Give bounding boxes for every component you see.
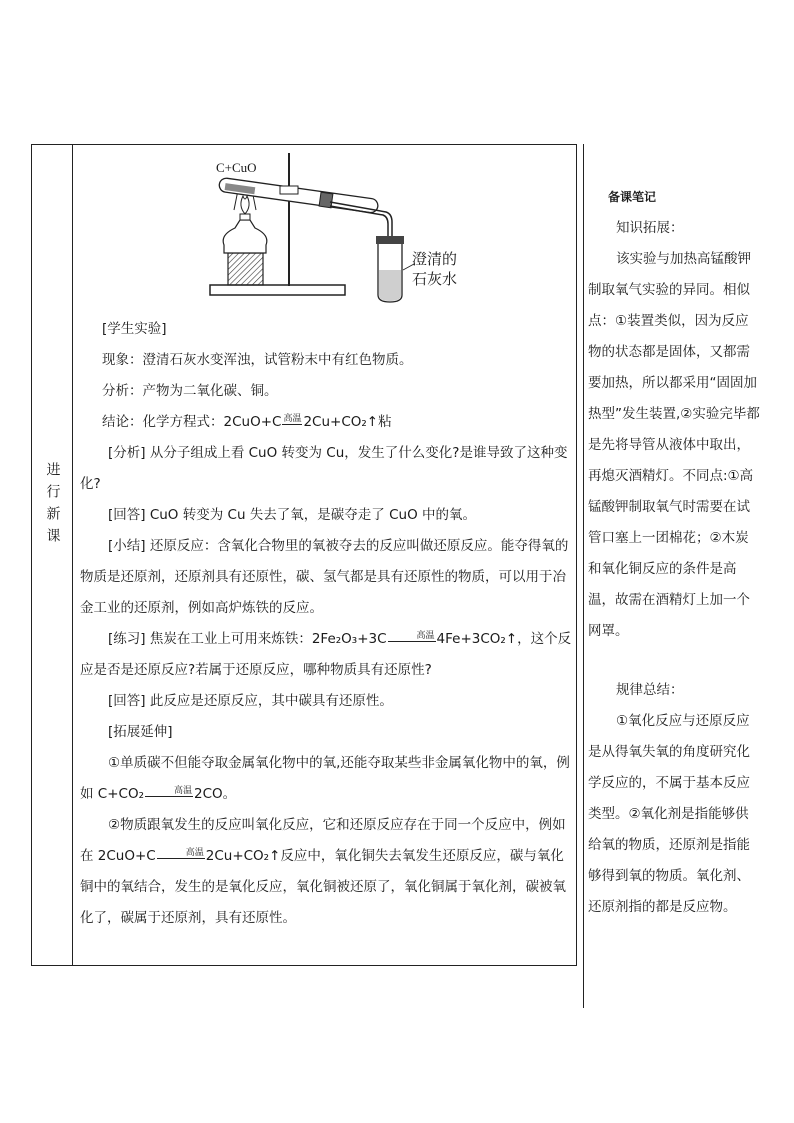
flame [241,196,249,214]
section-label-char: 课 [44,528,61,550]
lesson-notes [588,182,760,923]
student-experiment-heading: [学生实验] [102,321,167,337]
experiment-apparatus-diagram [200,150,480,310]
lamp-block [228,253,263,285]
conclusion-text: 结论：化学方程式：2CuO+C 高温 2Cu+CO₂↑粘 [102,414,392,430]
rules-heading: 规律总结： [616,682,684,698]
analysis-text: 分析：产物为二氧化碳、铜。 [102,383,278,399]
tube-label: C+CuO [216,160,257,175]
limewater-label: 石灰水 [412,270,458,288]
knowledge-heading: 知识拓展： [616,220,684,236]
practice-text: [练习] 焦炭在工业上可用来炼铁：2Fe₂O₃+3C 高温 4Fe+3CO₂↑，这个反应是否是还原反应?若属于还原反应，哪种物质具有还原性? [80,631,572,678]
section-label-column [31,144,73,966]
section-label [31,462,73,550]
section-label-char: 行 [44,484,61,506]
extension-text: ①单质碳不但能夺取金属氧化物中的氧,还能夺取某些非金属氧化物中的氧，例如 C+CO₂ 高温 2CO。 [80,755,570,802]
section-label-char: 新 [44,506,61,528]
phenomenon-text: 现象：澄清石灰水变浑浊，试管粉末中有红色物质。 [102,352,413,368]
answer-text: [回答] CuO 转变为 Cu 失去了氧，是碳夺走了 CuO 中的氧。 [108,507,476,523]
lesson-content [80,314,574,934]
rules-body: ①氧化反应与还原反应是从得氧失氧的角度研究化学反应的，不属于基本反应类型。②氧化剂是指能够供给氧的物质，还原剂是指能够得到氧的物质。氧化剂、还原剂指的都是反应物。 [588,713,750,915]
answer-text: [回答] 此反应是还原反应，其中碳具有还原性。 [108,693,393,709]
section-label-char: 进 [44,462,61,484]
extension-text: ②物质跟氧发生的反应叫氧化反应，它和还原反应存在于同一个反应中，例如在 2CuO+C 高温 2Cu+CO₂↑反应中，氧化铜失去氧发生还原反应，碳与氧化铜中的氧结合，发生的是氧化反应，氧化铜被还原了，氧化铜属于氧化剂，碳被氧化了，碳属于还原剂，具有还原性。 [80,817,566,926]
reaction-condition: 高温 [157,849,205,859]
reaction-condition: 高温 [388,632,436,642]
extension-heading: [拓展延伸] [108,724,173,740]
question-text: [分析] 从分子组成上看 CuO 转变为 Cu，发生了什么变化?是谁导致了这种变化? [80,445,568,492]
stand-base [210,285,345,295]
summary-text: [小结] 还原反应：含氧化合物里的氧被夺去的反应叫做还原反应。能夺得氧的物质是还原剂，还原剂具有还原性，碳、氢气都是具有还原性的物质，可以用于冶金工业的还原剂，例如高炉炼铁的反应。 [80,538,569,616]
reaction-condition: 高温 [145,787,193,797]
knowledge-body: 该实验与加热高锰酸钾制取氧气实验的异同。相似点：①装置类似，因为反应物的状态都是固体，又都需要加热，所以都采用“固固加热型”发生装置,②实验完毕都是先将导管从液体中取出，再熄灭酒精灯。不同点:①高锰酸钾制取氧气时需要在试管口塞上一团棉花；②木炭和氧化铜反应的条件是高温，故需在酒精灯上加一个网罩。 [588,251,760,639]
notes-title: 备课笔记 [608,190,657,204]
notes-divider [583,144,584,1008]
reaction-condition: 高温 [283,414,302,424]
alcohol-lamp [223,220,267,253]
limewater-label: 澄清的 [412,250,458,268]
